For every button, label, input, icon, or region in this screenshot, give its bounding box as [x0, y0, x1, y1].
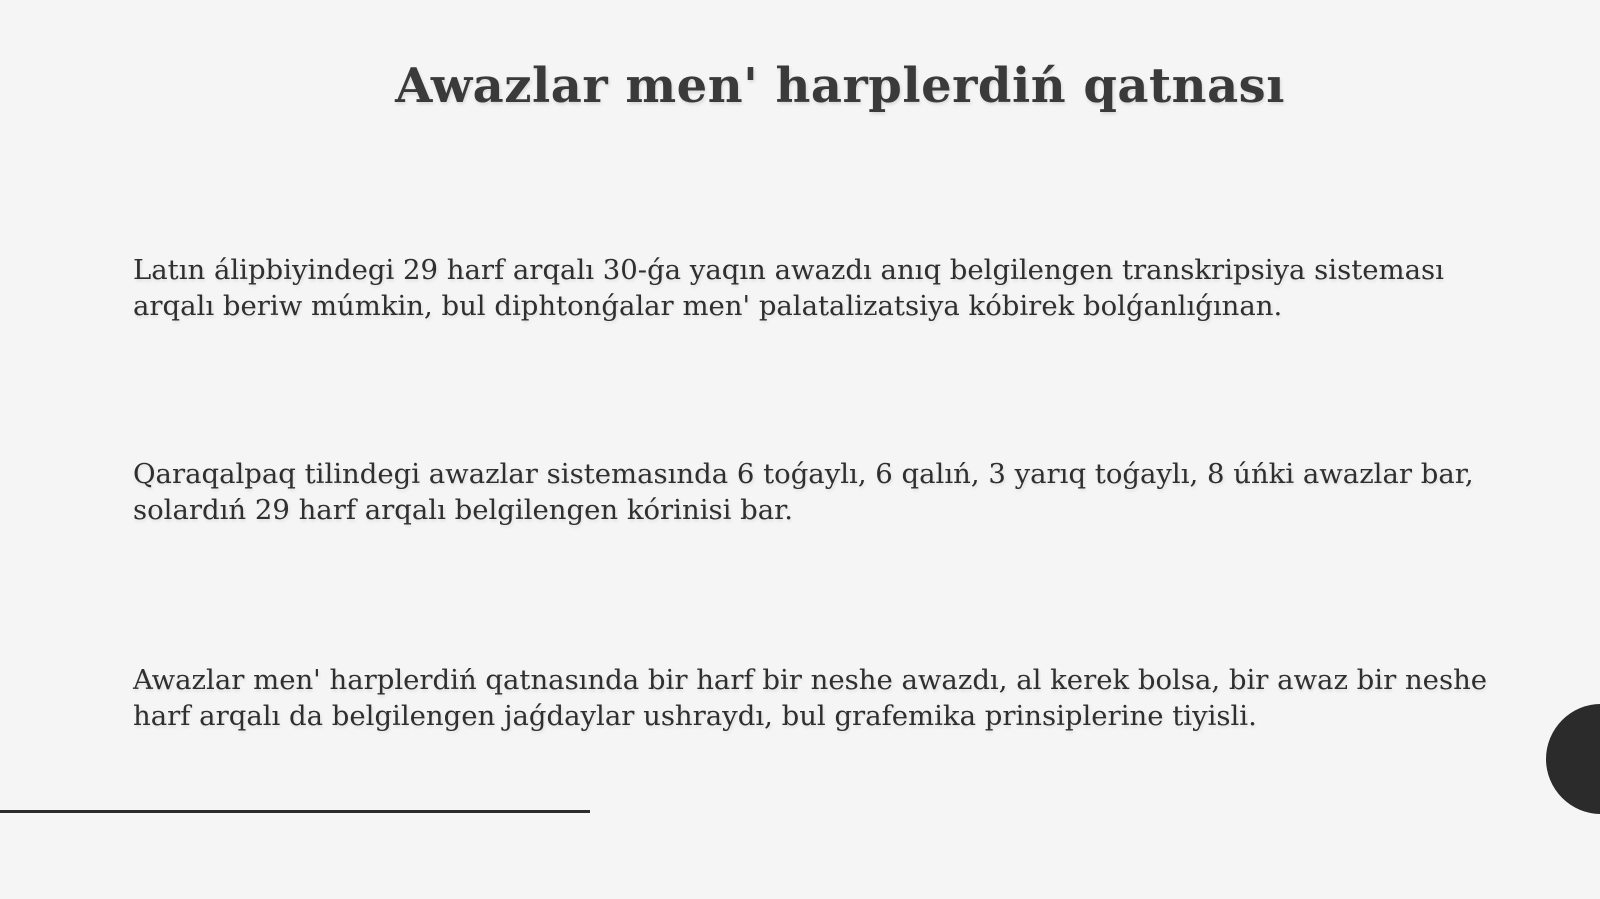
paragraph-1: Latın álipbiyindegi 29 harf arqalı 30-ǵa yaqın awazdı anıq belgilengen transkripsiya sisteması arqalı beriw múmkin, bul diphtonǵalar men' palatalizatsiya kóbirek bolǵanlıǵınan. — [133, 254, 1444, 322]
decorative-circle — [1546, 704, 1600, 814]
decorative-rule — [0, 810, 590, 813]
paragraph-2: Qaraqalpaq tilindegi awazlar sistemasında 6 toǵaylı, 6 qalıń, 3 yarıq toǵaylı, 8 úńki awazlar bar, solardıń 29 harf arqalı belgilengen kórinisi bar. — [133, 458, 1474, 526]
slide-title: Awazlar men' harplerdiń qatnası — [395, 58, 1285, 114]
paragraph-3: Awazlar men' harplerdiń qatnasında bir harf bir neshe awazdı, al kerek bolsa, bir awaz bir neshe harf arqalı da belgilengen jaǵdaylar ushraydı, bul grafemika prinsiplerine tiyisli. — [133, 664, 1488, 732]
